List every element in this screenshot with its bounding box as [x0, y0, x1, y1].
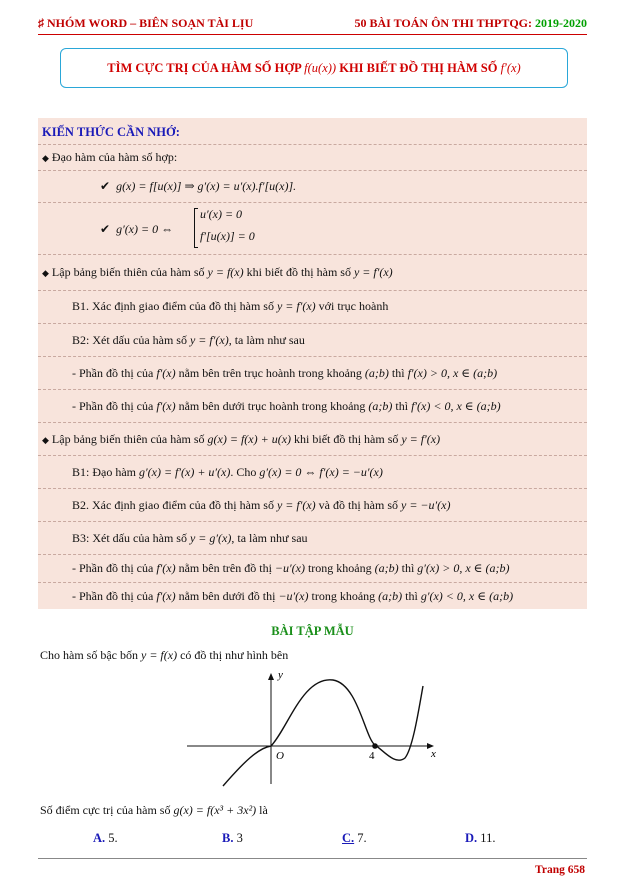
answer-b-label: B. [222, 831, 234, 845]
page-title [107, 61, 520, 76]
title-math2: f′(x) [500, 60, 521, 75]
kb-row-10 [38, 455, 587, 489]
function-curve [223, 680, 423, 786]
kb-text-7-m1: f′(x) [156, 366, 176, 380]
kb-row-9 [38, 422, 587, 456]
bracket-icon [194, 208, 198, 248]
function-graph [183, 668, 443, 788]
kb-text-13-d: thì [398, 561, 418, 575]
kb-text-1 [42, 150, 177, 165]
kb-text-12-b: , ta làm như sau [231, 531, 308, 545]
footer-divider [38, 858, 587, 859]
page-header [38, 14, 587, 35]
kb-text-11-b: và đồ thị hàm số [315, 498, 401, 512]
kb-text-13-m1: f′(x) [156, 561, 176, 575]
kb-text-6-b: , ta làm như sau [228, 333, 305, 347]
kb-text-8-m3: f′(x) < 0, x ∈ (a;b) [411, 399, 501, 413]
answer-d[interactable] [465, 831, 495, 846]
kb-text-13 [72, 561, 510, 576]
question-intro-b: có đồ thị như hình bên [177, 648, 289, 662]
kb-text-9-m1: g(x) = f(x) + u(x) [207, 432, 292, 446]
kb-text-8-b: nằm bên dưới trục hoành trong khoảng [175, 399, 369, 413]
kb-formula-1-math: g(x) = f[u(x)] ⇒ g′(x) = u′(x).f′[u(x)]. [116, 179, 297, 193]
x-axis-label: x [431, 748, 436, 760]
kb-row-13 [38, 554, 587, 583]
kb-row-12 [38, 521, 587, 555]
question-text-b: là [256, 803, 268, 817]
answer-d-value: 11. [480, 831, 496, 845]
kb-formula-2-lhs: g′(x) = 0 ⇔ [116, 222, 174, 236]
kb-row-14 [38, 582, 587, 609]
kb-text-13-m4: g′(x) > 0, x ∈ (a;b) [417, 561, 510, 575]
kb-text-11-m2: y = −u′(x) [401, 498, 451, 512]
kb-text-6 [72, 333, 305, 348]
kb-text-4-b: khi biết đồ thị hàm số [243, 265, 354, 279]
kb-text-7-m3: f′(x) > 0, x ∈ (a;b) [407, 366, 498, 380]
kb-text-7-b: nằm bên trên trục hoành trong khoảng [175, 366, 365, 380]
kb-text-14-m4: g′(x) < 0, x ∈ (a;b) [420, 589, 514, 603]
answer-c[interactable] [342, 831, 367, 846]
kb-text-4-a: Lập bảng biến thiên của hàm số [51, 265, 208, 279]
kb-text-13-a: - Phần đồ thị của [72, 561, 157, 575]
kb-text-11 [72, 498, 450, 513]
kb-text-14 [72, 589, 513, 604]
title-box [60, 48, 568, 88]
example-heading: BÀI TẬP MẪU [271, 624, 354, 638]
knowledge-box [38, 118, 587, 609]
kb-text-13-b: nằm bên trên đồ thị [175, 561, 275, 575]
header-right [355, 16, 588, 31]
kb-row-6 [38, 323, 587, 357]
answer-a-label: A. [93, 831, 106, 845]
kb-text-7-m2: (a;b) [364, 366, 389, 380]
kb-text-13-c: trong khoảng [304, 561, 375, 575]
kb-text-4-m1: y = f(x) [207, 265, 244, 279]
knowledge-heading: KIẾN THỨC CẦN NHỚ: [42, 125, 180, 139]
y-axis-label: y [278, 669, 283, 681]
bullet-icon: ◆ [42, 153, 49, 163]
kb-text-14-c: trong khoảng [308, 589, 379, 603]
kb-text-6-a: B2: Xét dấu của hàm số [72, 333, 190, 347]
kb-row-8 [38, 389, 587, 423]
root-point [372, 743, 378, 749]
answer-a-value: 5. [108, 831, 118, 845]
kb-text-12-a: B3: Xét dấu của hàm số [72, 531, 190, 545]
kb-text-5-b: với trục hoành [315, 299, 389, 313]
kb-text-7-c: thì [388, 366, 408, 380]
kb-row-4 [38, 254, 587, 291]
title-part1: TÌM CỰC TRỊ CỦA HÀM SỐ HỢP [107, 60, 305, 75]
question-intro [40, 648, 288, 663]
kb-text-14-a: - Phần đồ thị của [72, 589, 157, 603]
page-number: Trang 658 [535, 864, 585, 876]
answer-b[interactable] [222, 831, 243, 846]
answer-a[interactable] [93, 831, 118, 846]
kb-text-8-c: thì [392, 399, 412, 413]
kb-text-12 [72, 531, 308, 546]
answer-b-value: 3 [236, 831, 243, 845]
title-math1: f(u(x)) [304, 60, 337, 75]
kb-formula-2-bottom: f′[u(x)] = 0 [200, 229, 255, 243]
kb-text-14-m1: f′(x) [156, 589, 176, 603]
answer-c-label: C. [342, 831, 355, 845]
answer-c-value: 7. [357, 831, 367, 845]
kb-row-11 [38, 488, 587, 522]
kb-text-4 [42, 265, 393, 280]
check-icon: ✔ [100, 179, 111, 193]
kb-text-13-m2: −u′(x) [274, 561, 305, 575]
kb-row-5 [38, 290, 587, 324]
kb-row-1 [38, 144, 587, 171]
kb-text-8-m2: (a;b) [368, 399, 393, 413]
kb-text-9-b: khi biết đồ thị hàm số [291, 432, 402, 446]
kb-text-1-body: Đạo hàm của hàm số hợp: [51, 150, 178, 164]
header-year: 2019-2020 [535, 16, 587, 30]
root-label: 4 [369, 750, 375, 762]
kb-text-12-m: y = g′(x) [189, 531, 232, 545]
question-text-a: Số điểm cực trị của hàm số [40, 803, 174, 817]
kb-text-6-m: y = f′(x) [189, 333, 229, 347]
kb-text-5 [72, 299, 388, 314]
origin-label: O [276, 750, 284, 762]
header-right-text: 50 BÀI TOÁN ÔN THI THPTQG: [354, 16, 535, 30]
bullet-icon: ◆ [42, 268, 49, 278]
kb-text-9-m2: y = f′(x) [401, 432, 441, 446]
title-part2: KHI BIẾT ĐỒ THỊ HÀM SỐ [336, 60, 501, 75]
kb-row-7 [38, 356, 587, 390]
question-text-m: g(x) = f(x³ + 3x²) [173, 803, 257, 817]
kb-formula-2-top: u′(x) = 0 [200, 207, 243, 221]
kb-text-14-d: thì [402, 589, 421, 603]
kb-text-5-m: y = f′(x) [276, 299, 316, 313]
kb-row-heading [38, 118, 587, 145]
answer-d-label: D. [465, 831, 478, 845]
kb-text-14-m3: (a;b) [378, 589, 403, 603]
kb-text-5-a: B1. Xác định giao điểm của đồ thị hàm số [72, 299, 277, 313]
kb-text-13-m3: (a;b) [374, 561, 399, 575]
kb-text-9-a: Lập bảng biến thiên của hàm số [51, 432, 208, 446]
check-icon: ✔ [100, 222, 111, 236]
kb-text-7 [72, 366, 497, 381]
kb-text-14-b: nằm bên dưới đồ thị [175, 589, 279, 603]
kb-text-10-b: . Cho [230, 465, 260, 479]
question-intro-a: Cho hàm số bậc bốn [40, 648, 141, 662]
kb-row-2 [38, 170, 587, 203]
kb-text-10-m1: g′(x) = f′(x) + u′(x) [139, 465, 231, 479]
kb-formula-2 [100, 222, 173, 237]
kb-text-10-m2: g′(x) = 0 ⇔ f′(x) = −u′(x) [259, 465, 383, 479]
bullet-icon: ◆ [42, 435, 49, 445]
kb-text-10-a: B1: Đạo hàm [72, 465, 139, 479]
kb-text-8-a: - Phần đồ thị của [72, 399, 157, 413]
kb-text-9 [42, 432, 440, 447]
kb-text-7-a: - Phần đồ thị của [72, 366, 157, 380]
question-text [40, 803, 268, 818]
kb-text-11-a: B2. Xác định giao điểm của đồ thị hàm số [72, 498, 277, 512]
kb-formula-1 [100, 179, 296, 194]
kb-text-4-m2: y = f′(x) [353, 265, 393, 279]
kb-text-14-m2: −u′(x) [278, 589, 309, 603]
kb-row-3 [38, 202, 587, 255]
kb-text-11-m1: y = f′(x) [276, 498, 316, 512]
kb-text-8 [72, 399, 501, 414]
header-left: ♯ NHÓM WORD – BIÊN SOẠN TÀI LỊU [38, 16, 254, 30]
question-intro-m: y = f(x) [141, 648, 178, 662]
kb-text-10 [72, 465, 383, 480]
kb-text-8-m1: f′(x) [156, 399, 176, 413]
